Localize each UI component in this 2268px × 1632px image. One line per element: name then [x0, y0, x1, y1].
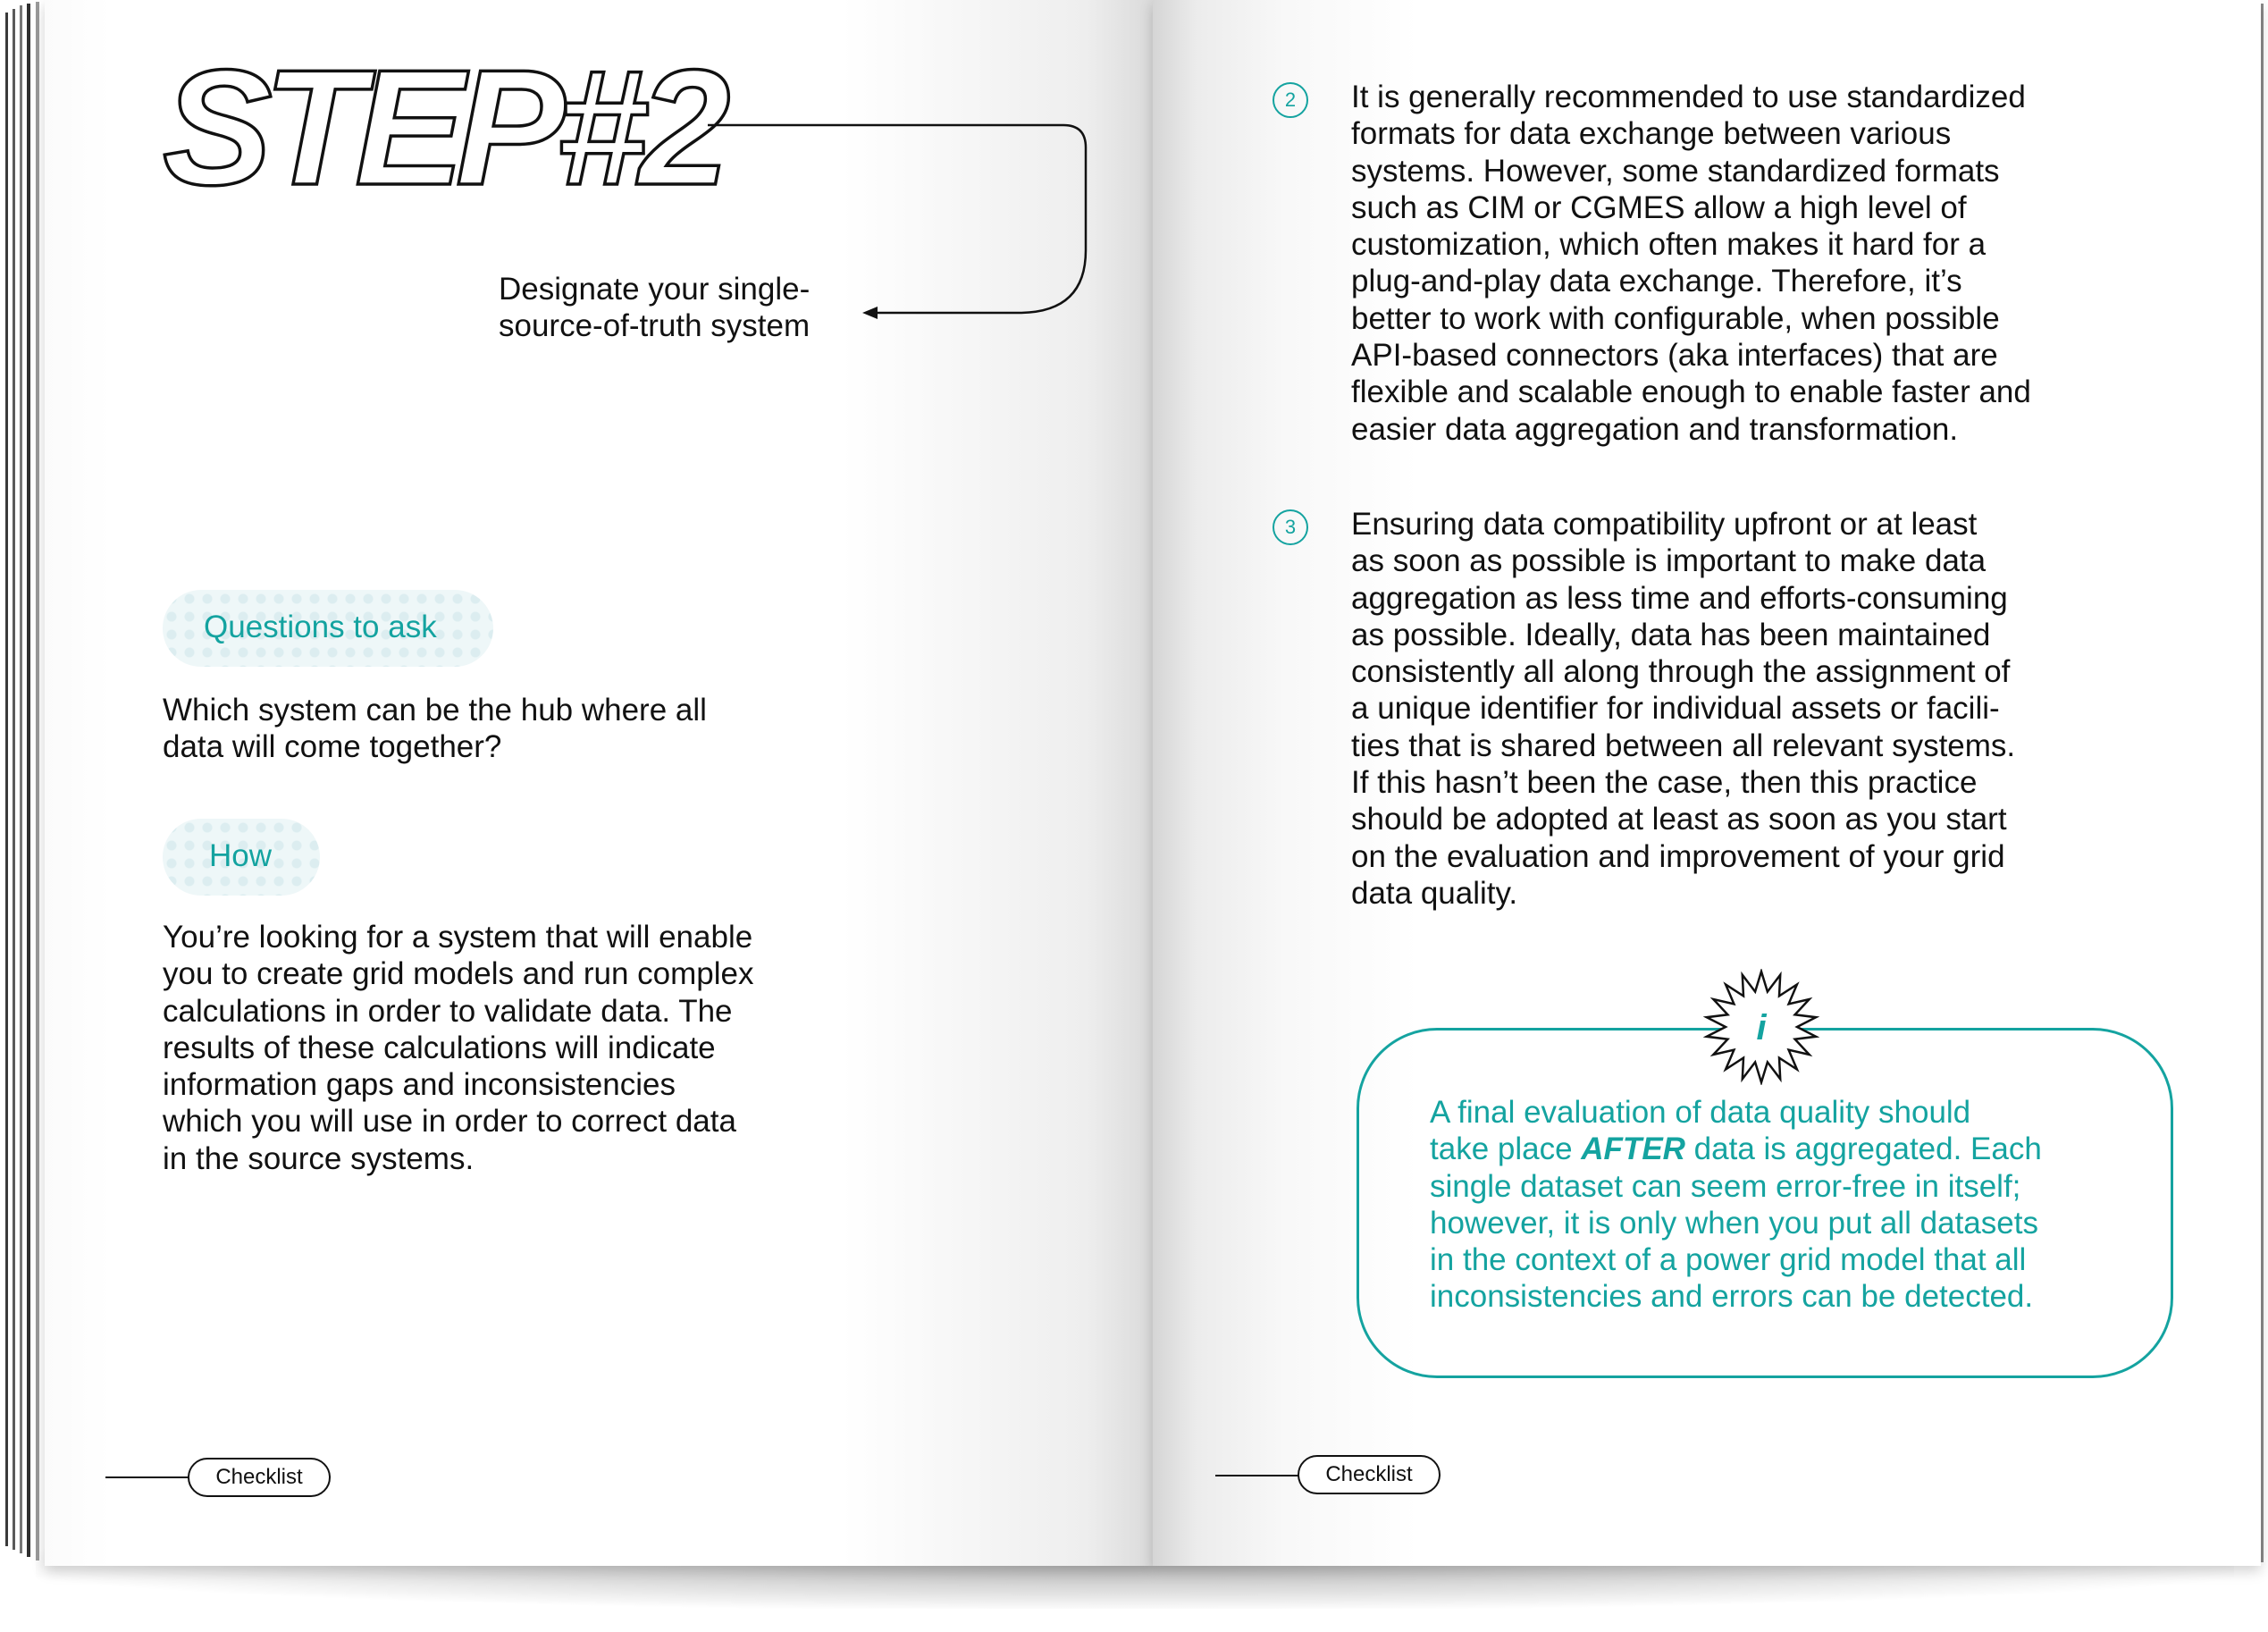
item-2-text: It is generally recommended to use standardized formats for data exchange between various systems. However, some standardized formats such as CIM or CGMES allow a high level of customization, which often makes it hard for a plug-and-play data exchange. Therefore, it’s better to work with configurable, when possible API-based connectors (aka interfaces) that are flexible and scalable enough to enable faster and easier data aggregation and transformation.: [1351, 80, 2031, 447]
left-footer-checklist: Checklist: [188, 1458, 331, 1497]
info-callout-text: A final evaluation of data quality should take place AFTER data is aggregated. Each single dataset can seem error-free in itself; however, it is only when you put all datasets in the context of a power grid model that all inconsistencies and errors can be detected.: [1430, 1095, 2042, 1315]
info-starburst-icon: [1703, 969, 1819, 1085]
how-label-pill: [163, 819, 320, 896]
page-edge: [2261, 4, 2264, 1562]
page-edge: [13, 9, 15, 1550]
page-edge: [5, 13, 8, 1546]
question-text: Which system can be the hub where all data will come together?: [163, 693, 707, 765]
page-edge: [27, 4, 30, 1557]
step-heading: STEP#2: [163, 54, 722, 219]
right-footer-checklist: Checklist: [1298, 1455, 1441, 1494]
footer-rule: [1215, 1475, 1301, 1476]
item-number-2: 2: [1273, 82, 1308, 118]
questions-label: Questions to ask: [204, 610, 437, 644]
info-letter: i: [1756, 1008, 1767, 1047]
page-edge: [20, 5, 22, 1553]
step-subtitle: Designate your single- source-of-truth system: [499, 272, 811, 344]
how-label: How: [209, 838, 273, 873]
item-number-3: 3: [1273, 509, 1308, 545]
questions-label-pill: [163, 590, 493, 667]
footer-rule: [105, 1476, 191, 1478]
item-3-text: Ensuring data compatibility upfront or at least as soon as possible is important to make data aggregation as less time and efforts-consuming as possible. Ideally, data has been maintained consistently all along through the assignment of a unique identifier for individual assets or facili- ties that is shared between all relevant systems. If this hasn’t been the case, then this practice should be adopted at least as soon as you start on the evaluation and improvement of your grid data quality.: [1351, 507, 2016, 911]
arrow-head-icon: [862, 307, 878, 319]
page-edge: [36, 2, 39, 1560]
how-text: You’re looking for a system that will enable you to create grid models and run complex calculations in order to validate data. The results of these calculations will indicate information gaps and inconsistencies which you will use in order to correct data in the source systems.: [163, 920, 754, 1176]
after-emphasis: AFTER: [1581, 1131, 1685, 1167]
